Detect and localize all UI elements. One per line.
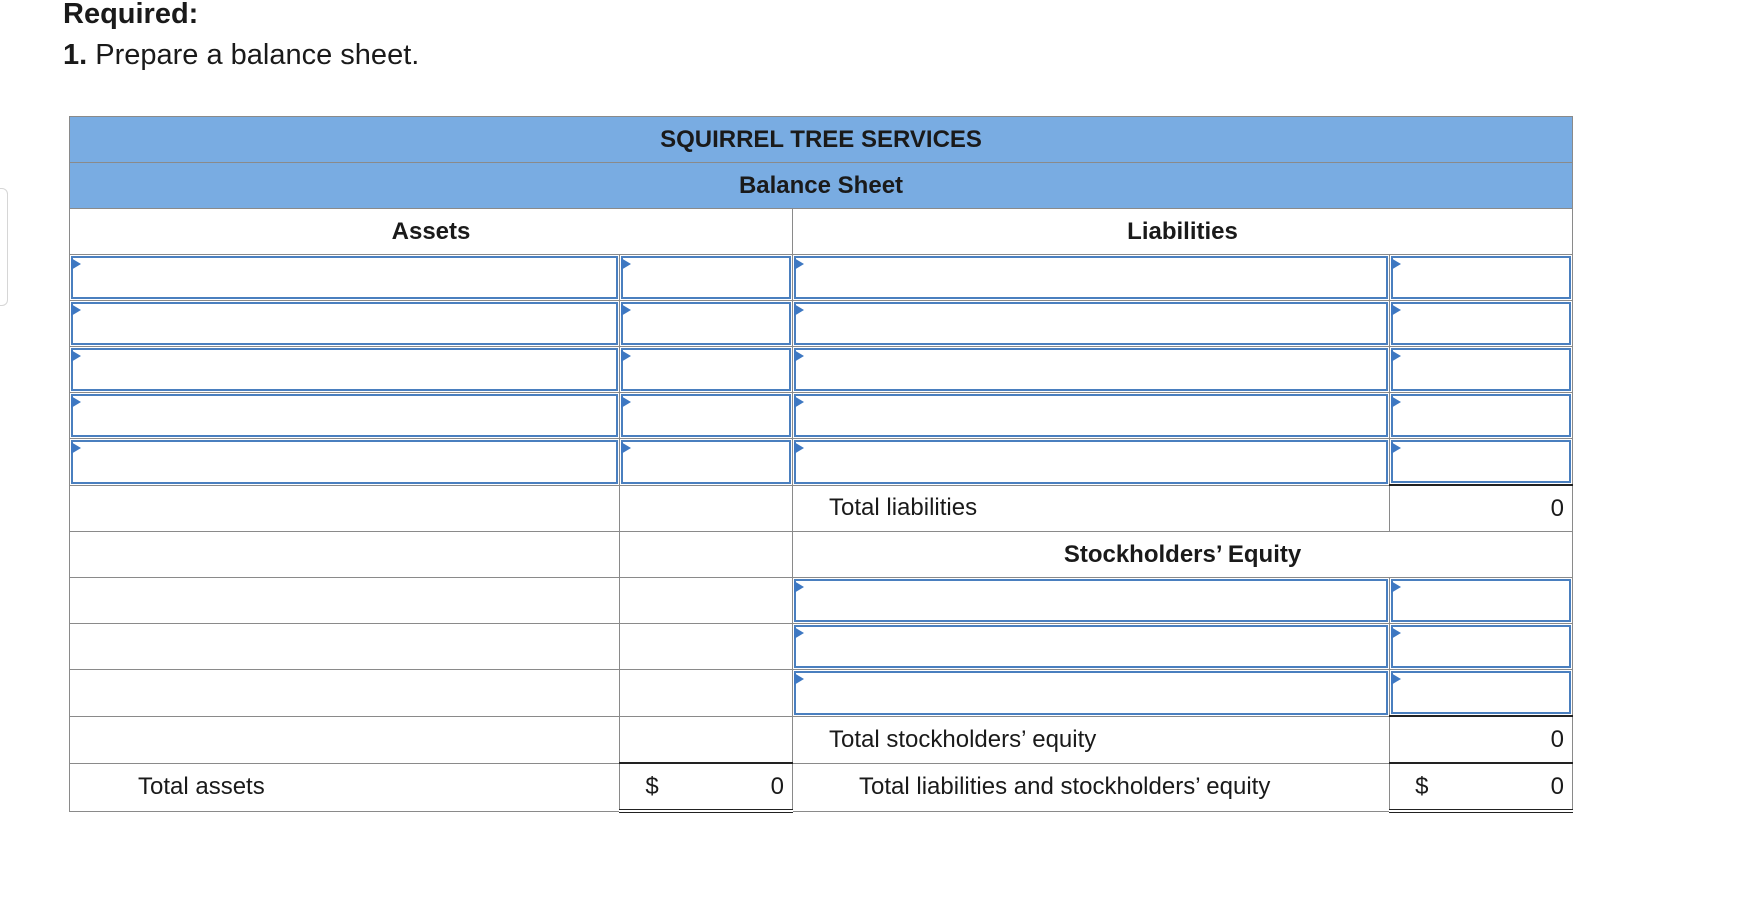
asset-amount-input[interactable] (621, 302, 791, 345)
liability-amount-cell[interactable] (1390, 347, 1573, 393)
liability-label-cell[interactable] (793, 347, 1390, 393)
requirement-text: Prepare a balance sheet. (95, 39, 420, 71)
equity-entry-row (70, 624, 1573, 670)
equity-amount-input[interactable] (1391, 625, 1571, 668)
header-company-row (70, 117, 1573, 163)
asset-blank-cell (70, 716, 620, 763)
asset-label-cell[interactable] (70, 439, 620, 486)
asset-blank-amount (620, 624, 793, 670)
assets-header: Assets (70, 209, 793, 255)
total-liab-equity-label: Total liabilities and stockholders’ equity (793, 763, 1390, 811)
total-liab-equity-cell (1390, 763, 1573, 811)
equity-label-cell[interactable] (793, 578, 1390, 624)
liability-amount-input[interactable] (1391, 348, 1571, 391)
asset-label-cell[interactable] (70, 393, 620, 439)
balance-sheet-table (69, 116, 1573, 813)
total-assets-label: Total assets (70, 763, 620, 811)
liability-amount-cell[interactable] (1390, 393, 1573, 439)
liability-label-input[interactable] (794, 394, 1388, 437)
asset-blank-cell (70, 532, 620, 578)
liability-amount-input[interactable] (1391, 256, 1571, 299)
equity-entry-row (70, 670, 1573, 717)
asset-label-cell[interactable] (70, 301, 620, 347)
liability-label-cell[interactable] (793, 439, 1390, 486)
asset-amount-input[interactable] (621, 256, 791, 299)
liability-amount-cell[interactable] (1390, 255, 1573, 301)
asset-blank-amount (620, 578, 793, 624)
liability-label-cell[interactable] (793, 301, 1390, 347)
entry-row (70, 439, 1573, 486)
total-equity-value: 0 (1390, 716, 1573, 763)
equity-label-input[interactable] (794, 579, 1388, 622)
equity-amount-cell[interactable] (1390, 578, 1573, 624)
total-liabilities-label: Total liabilities (793, 485, 1390, 532)
asset-label-input[interactable] (71, 348, 618, 391)
asset-amount-cell[interactable] (620, 393, 793, 439)
required-heading: Required: (63, 0, 199, 30)
statement-title: Balance Sheet (70, 163, 1573, 209)
asset-label-input[interactable] (71, 394, 618, 437)
entry-row (70, 347, 1573, 393)
liability-label-input[interactable] (794, 256, 1388, 299)
equity-amount-input[interactable] (1391, 671, 1571, 714)
asset-blank-cell (70, 624, 620, 670)
asset-amount-cell[interactable] (620, 439, 793, 486)
total-liab-equity-value: 0 (1550, 772, 1564, 800)
liability-label-input[interactable] (794, 440, 1388, 484)
equity-entry-row (70, 578, 1573, 624)
equity-label-input[interactable] (794, 671, 1388, 715)
asset-blank-cell (70, 485, 620, 532)
asset-blank-cell (70, 578, 620, 624)
liability-amount-input[interactable] (1391, 440, 1571, 483)
asset-blank-cell (70, 670, 620, 717)
liabilities-header: Liabilities (793, 209, 1573, 255)
asset-amount-cell[interactable] (620, 255, 793, 301)
asset-label-input[interactable] (71, 302, 618, 345)
entry-row (70, 393, 1573, 439)
total-liabilities-value: 0 (1390, 485, 1573, 532)
equity-header-row (70, 532, 1573, 578)
requirement-number: 1. (63, 39, 88, 71)
total-assets-value: 0 (770, 772, 785, 800)
equity-amount-input[interactable] (1391, 579, 1571, 622)
asset-label-input[interactable] (71, 256, 618, 299)
entry-row (70, 255, 1573, 301)
company-name: SQUIRREL TREE SERVICES (70, 117, 1573, 163)
liability-amount-cell[interactable] (1390, 301, 1573, 347)
asset-amount-cell[interactable] (620, 301, 793, 347)
section-header-row (70, 209, 1573, 255)
equity-label-cell[interactable] (793, 670, 1390, 717)
side-panel-tab[interactable] (0, 188, 8, 306)
liability-label-cell[interactable] (793, 393, 1390, 439)
equity-header: Stockholders’ Equity (793, 532, 1573, 578)
liability-amount-cell[interactable] (1390, 439, 1573, 486)
asset-blank-amount (620, 485, 793, 532)
liability-amount-input[interactable] (1391, 394, 1571, 437)
total-assets-cell (620, 763, 793, 811)
total-liab-equity-currency: $ (1415, 772, 1429, 800)
liability-label-input[interactable] (794, 302, 1388, 345)
total-assets-currency: $ (645, 772, 659, 800)
asset-blank-amount (620, 716, 793, 763)
equity-label-input[interactable] (794, 625, 1388, 668)
entry-row (70, 301, 1573, 347)
asset-blank-amount (620, 532, 793, 578)
asset-amount-input[interactable] (621, 440, 791, 484)
liability-amount-input[interactable] (1391, 302, 1571, 345)
requirement-1 (63, 34, 419, 76)
asset-label-cell[interactable] (70, 255, 620, 301)
instructions (63, 0, 419, 76)
liability-label-input[interactable] (794, 348, 1388, 391)
asset-amount-cell[interactable] (620, 347, 793, 393)
total-liabilities-row (70, 485, 1573, 532)
asset-label-input[interactable] (71, 440, 618, 484)
asset-amount-input[interactable] (621, 394, 791, 437)
total-equity-row (70, 716, 1573, 763)
equity-amount-cell[interactable] (1390, 670, 1573, 717)
total-equity-label: Total stockholders’ equity (793, 716, 1390, 763)
asset-blank-amount (620, 670, 793, 717)
equity-label-cell[interactable] (793, 624, 1390, 670)
asset-amount-input[interactable] (621, 348, 791, 391)
liability-label-cell[interactable] (793, 255, 1390, 301)
asset-label-cell[interactable] (70, 347, 620, 393)
equity-amount-cell[interactable] (1390, 624, 1573, 670)
grand-total-row (70, 763, 1573, 811)
header-statement-row (70, 163, 1573, 209)
